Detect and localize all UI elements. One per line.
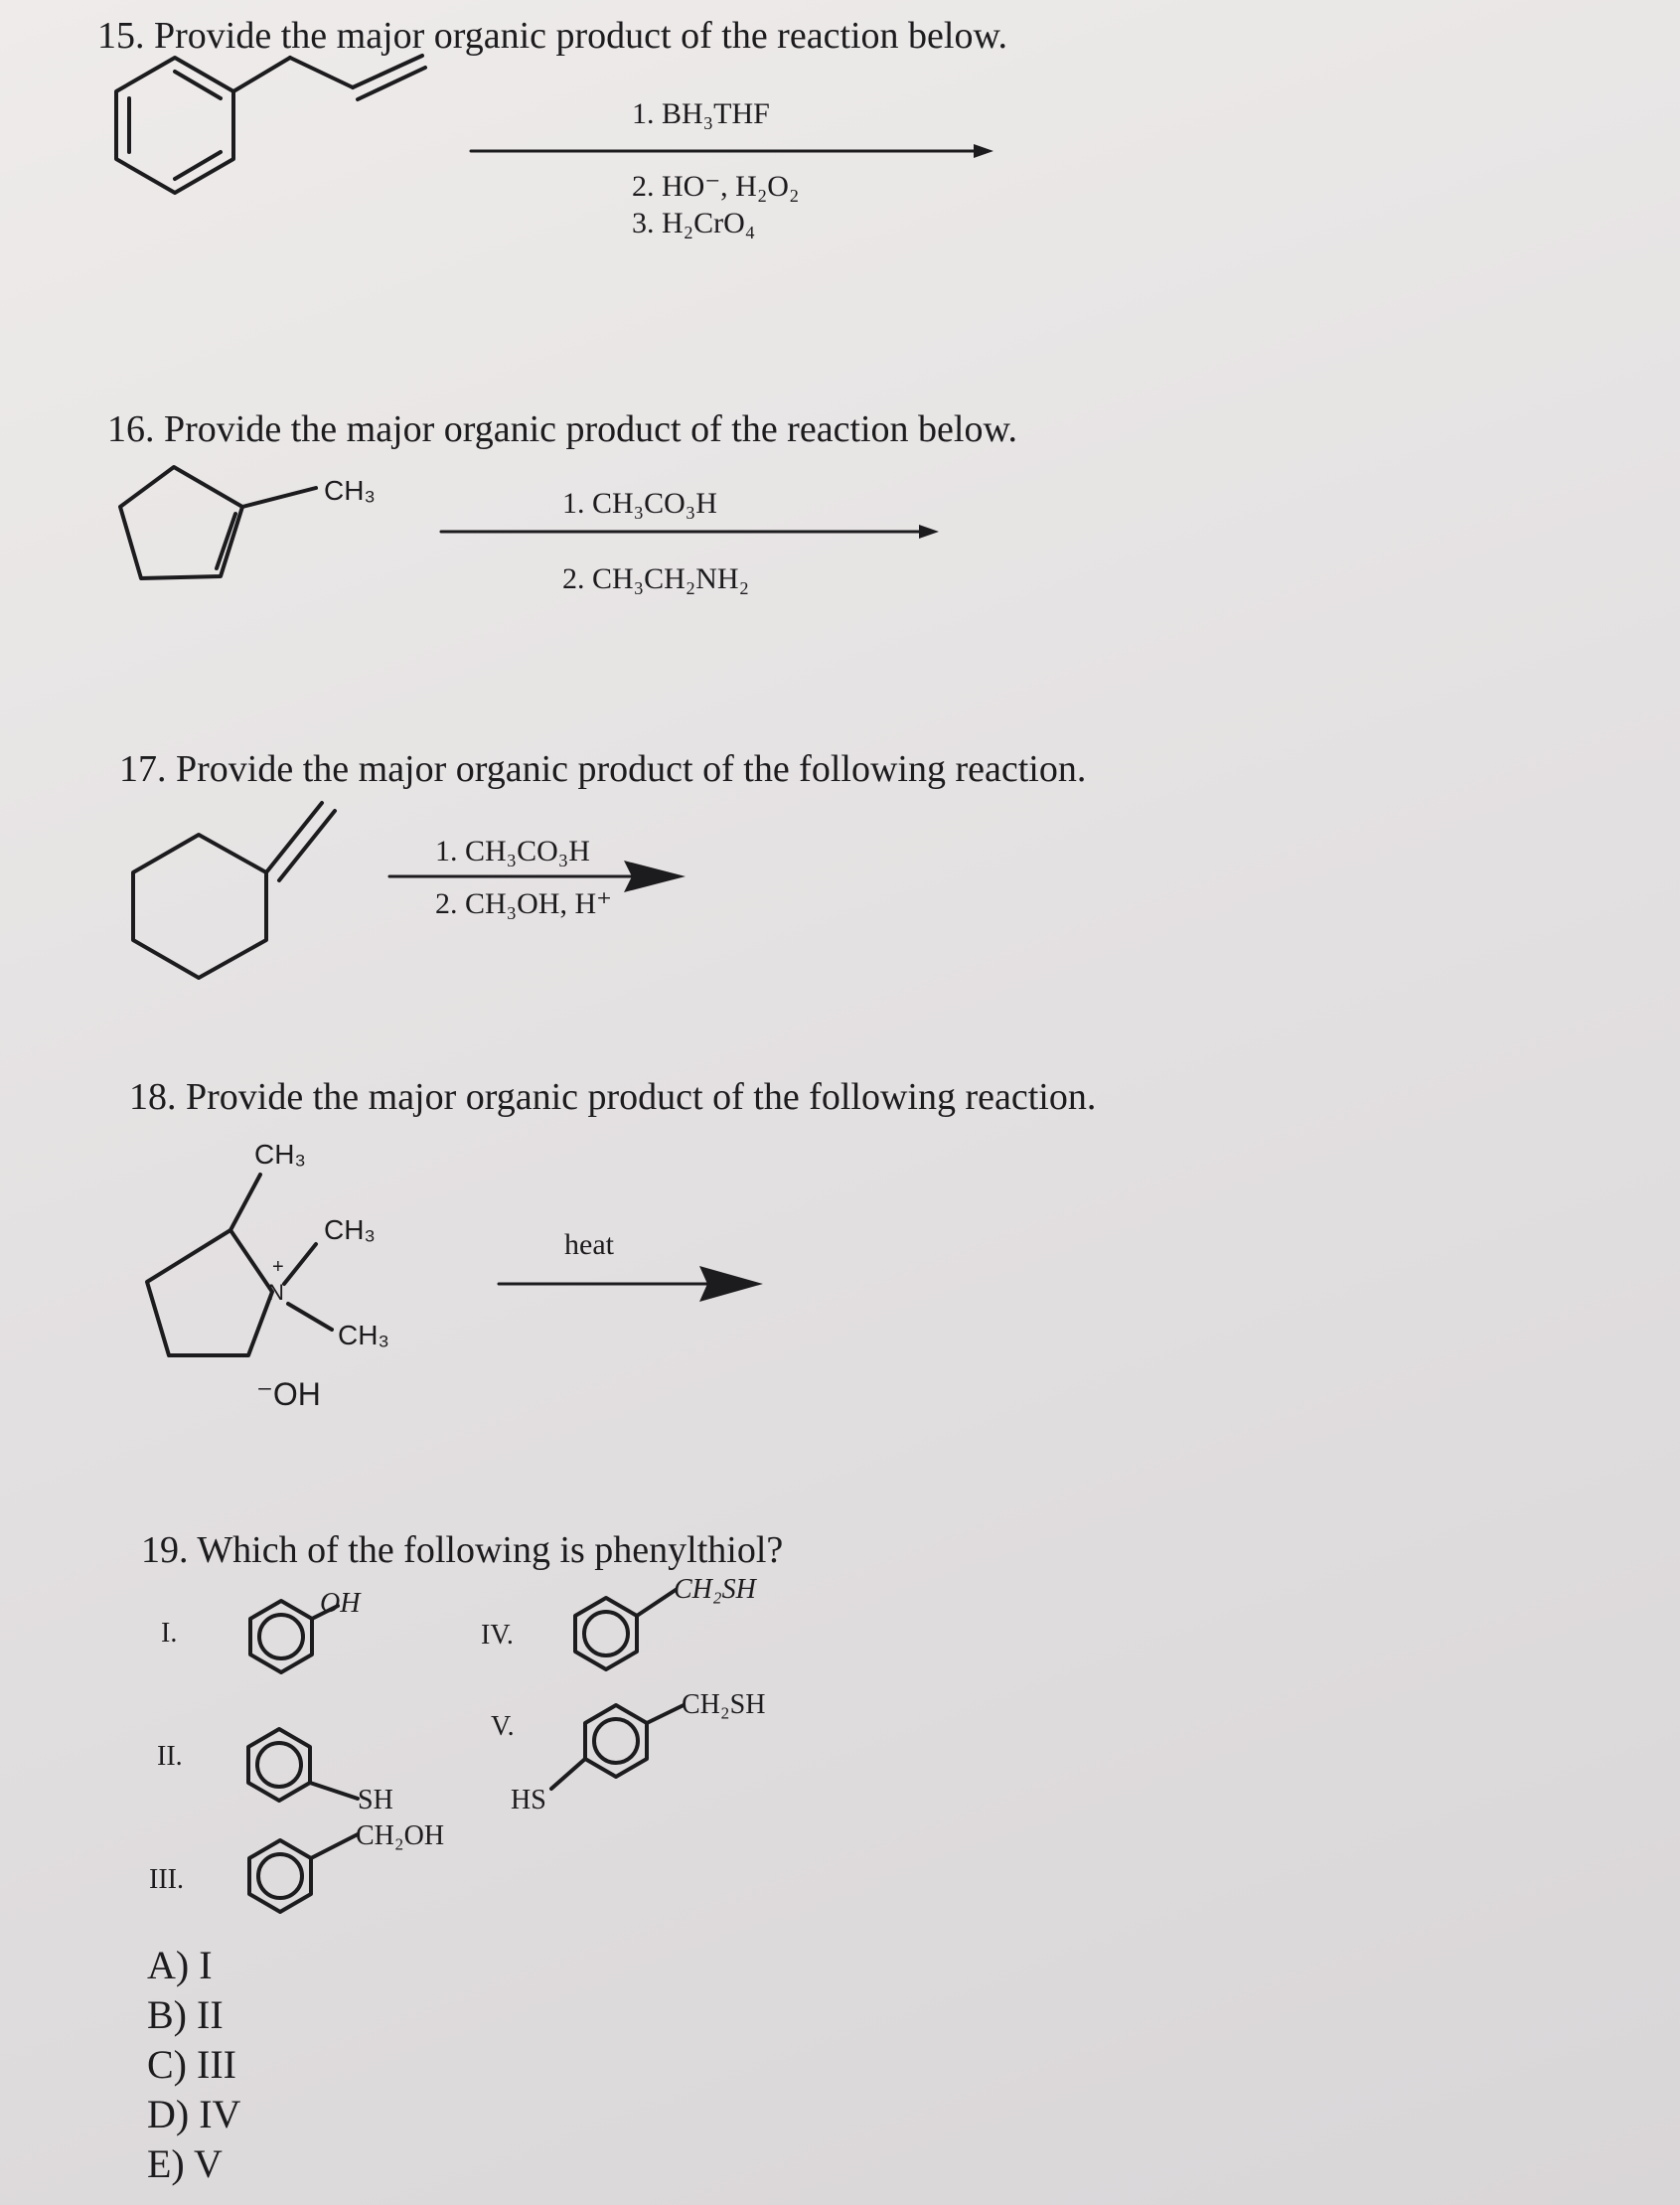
q17-reagent-step1: 1. CH₃CO₃H — [435, 835, 590, 867]
q19-iv-group-label: CH₂SH — [674, 1574, 756, 1605]
q15-reagent-step2: 2. HO⁻, H₂O₂ — [632, 170, 800, 203]
q18-hydroxide-label: ⁻OH — [256, 1376, 321, 1412]
q19-choice-b[interactable]: B) II — [147, 1992, 224, 2037]
q18-n-methyl-top-label: CH₃ — [324, 1214, 376, 1245]
q15-reagent-step3: 3. H₂CrO₄ — [632, 207, 756, 239]
q16-reagent-step2: 2. CH₃CH₂NH₂ — [562, 562, 750, 595]
q18-condition-label: heat — [564, 1228, 614, 1261]
q19-structure-iii — [249, 1834, 358, 1912]
q19-structure-i — [250, 1601, 338, 1672]
q16-reagent-step1: 1. CH₃CO₃H — [562, 487, 717, 520]
q18-arrowhead — [699, 1266, 763, 1302]
q18-ammonium-structure — [147, 1175, 332, 1355]
q16-methylcyclopentene-structure — [120, 467, 316, 578]
q19-structure-ii — [248, 1729, 358, 1801]
q19-choice-c[interactable]: C) III — [147, 2042, 236, 2087]
q15-reagent-step1: 1. BH₃THF — [632, 97, 770, 130]
q15-arrowhead — [974, 144, 993, 158]
q19-v-group-label: CH₂SH — [682, 1689, 766, 1720]
q15-title: 15. Provide the major organic product of the reaction below. — [97, 15, 1007, 57]
q19-ii-group-label: SH — [358, 1785, 393, 1815]
q19-iii-group-label: CH₂OH — [356, 1820, 445, 1851]
q19-structure-iv — [575, 1590, 676, 1669]
q19-title: 19. Which of the following is phenylthiol? — [141, 1529, 784, 1571]
q15-allylbenzene-structure — [116, 56, 425, 193]
q19-numeral-i: I. — [161, 1618, 178, 1649]
q18-charge-label: + — [272, 1256, 284, 1278]
q19-numeral-v: V. — [491, 1711, 515, 1742]
q17-title: 17. Provide the major organic product of the following reaction. — [119, 748, 1087, 790]
q16-title: 16. Provide the major organic product of the reaction below. — [107, 408, 1017, 450]
q17-arrowhead — [624, 861, 686, 892]
q19-numeral-iv: IV. — [481, 1620, 514, 1651]
q19-choice-a[interactable]: A) I — [147, 1943, 213, 1987]
q17-reagent-step2: 2. CH₃OH, H⁺ — [435, 887, 612, 920]
q16-methyl-label: CH₃ — [324, 475, 376, 506]
q19-i-group-label: OH — [320, 1588, 361, 1619]
q18-title: 18. Provide the major organic product of the following reaction. — [129, 1076, 1097, 1118]
q19-structure-v — [551, 1705, 684, 1789]
q19-numeral-iii: III. — [149, 1864, 184, 1895]
q18-ring-methyl-label: CH₃ — [254, 1139, 306, 1170]
q19-choice-d[interactable]: D) IV — [147, 2092, 241, 2136]
q19-v-group2-label: HS — [511, 1785, 546, 1815]
q18-nitrogen-label: N — [268, 1280, 284, 1305]
q17-methylenecyclohexane-structure — [133, 803, 335, 978]
q16-arrowhead — [919, 525, 939, 539]
q19-numeral-ii: II. — [157, 1741, 183, 1772]
q19-choice-e[interactable]: E) V — [147, 2141, 223, 2186]
q18-n-methyl-bottom-label: CH₃ — [338, 1320, 389, 1350]
